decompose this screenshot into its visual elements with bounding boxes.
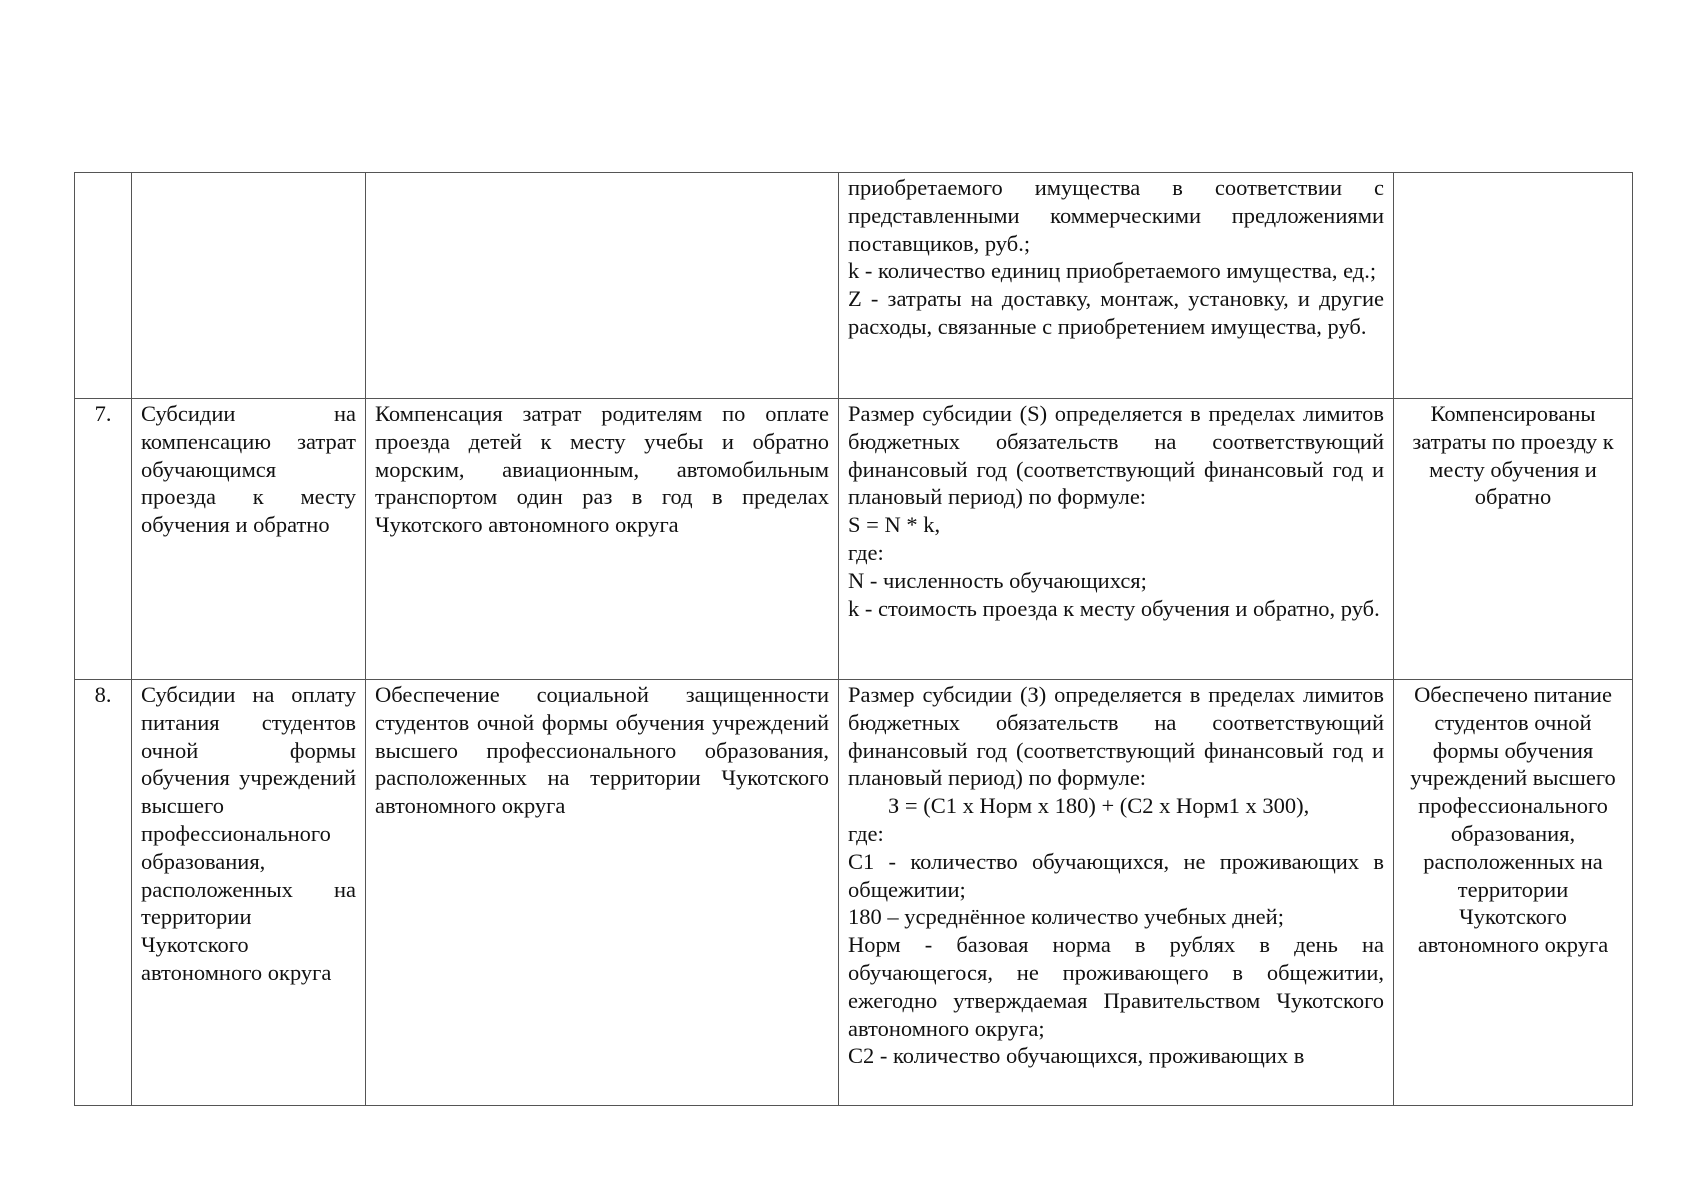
expected-result — [1394, 173, 1633, 399]
subsidy-name: Субсидии на компенсацию затрат обучающимся проезда к месту обучения и обратно — [132, 399, 366, 680]
calc-variable: 180 – усреднённое количество учебных дней; — [848, 904, 1284, 930]
calc-variable: С1 - количество обучающихся, не проживающих в общежитии; — [848, 848, 1384, 902]
table-row — [75, 680, 1633, 1106]
calc-intro: Размер субсидии (S) определяется в пределах лимитов бюджетных обязательств на соответствующий финансовый год (соответствующий финансовый год и плановый период) по формуле: — [848, 401, 1384, 510]
table-row — [75, 399, 1633, 680]
table-row — [75, 173, 1633, 399]
calc-variable: N - численность обучающихся; — [848, 567, 1147, 593]
calc-where: где: — [848, 820, 884, 846]
calculation-method — [839, 680, 1394, 1106]
row-number: 8. — [75, 680, 132, 1106]
subsidy-table — [74, 172, 1633, 1106]
calc-variable: k - количество единиц приобретаемого имущества, ед.; — [848, 258, 1377, 284]
subsidy-description: Компенсация затрат родителям по оплате проезда детей к месту учебы и обратно морским, авиационным, автомобильным транспортом один раз в год в пределах Чукотского автономного округа — [366, 399, 839, 680]
row-number: 7. — [75, 399, 132, 680]
calculation-method — [839, 399, 1394, 680]
calc-variable: С2 - количество обучающихся, проживающих в — [848, 1043, 1305, 1069]
subsidy-description: Обеспечение социальной защищенности студентов очной формы обучения учреждений высшего профессионального образования, расположенных на территории Чукотского автономного округа — [366, 680, 839, 1106]
calc-variable: Z - затраты на доставку, монтаж, установку, и другие расходы, связанные с приобретением имущества, руб. — [848, 286, 1384, 339]
expected-result: Компенсированы затраты по проезду к месту обучения и обратно — [1394, 399, 1633, 680]
subsidy-name: Субсидии на оплату питания студентов очной формы обучения учреждений высшего профессионального образования, расположенных на территории Чукотского автономного округа — [132, 680, 366, 1106]
expected-result: Обеспечено питание студентов очной формы обучения учреждений высшего профессионального образования, расположенных на территории Чукотского автономного округа — [1394, 680, 1633, 1106]
calculation-method — [839, 173, 1394, 399]
calc-variable: Норм - базовая норма в рублях в день на обучающегося, не проживающего в общежитии, ежегодно утверждаемая Правительством Чукотского автономного округа; — [848, 932, 1384, 1041]
calc-formula: S = N * k, — [848, 512, 941, 538]
calc-formula: З = (С1 х Норм х 180) + (С2 х Норм1 х 300), — [888, 793, 1310, 819]
calc-text: приобретаемого имущества в соответствии с представленными коммерческими предложениями поставщиков, руб.; — [848, 175, 1384, 256]
calc-intro: Размер субсидии (З) определяется в пределах лимитов бюджетных обязательств на соответствующий финансовый год (соответствующий финансовый год и плановый период) по формуле: — [848, 682, 1384, 791]
row-number — [75, 173, 132, 399]
subsidy-description — [366, 173, 839, 399]
calc-where: где: — [848, 539, 884, 565]
subsidy-name — [132, 173, 366, 399]
calc-variable: k - стоимость проезда к месту обучения и обратно, руб. — [848, 595, 1380, 621]
